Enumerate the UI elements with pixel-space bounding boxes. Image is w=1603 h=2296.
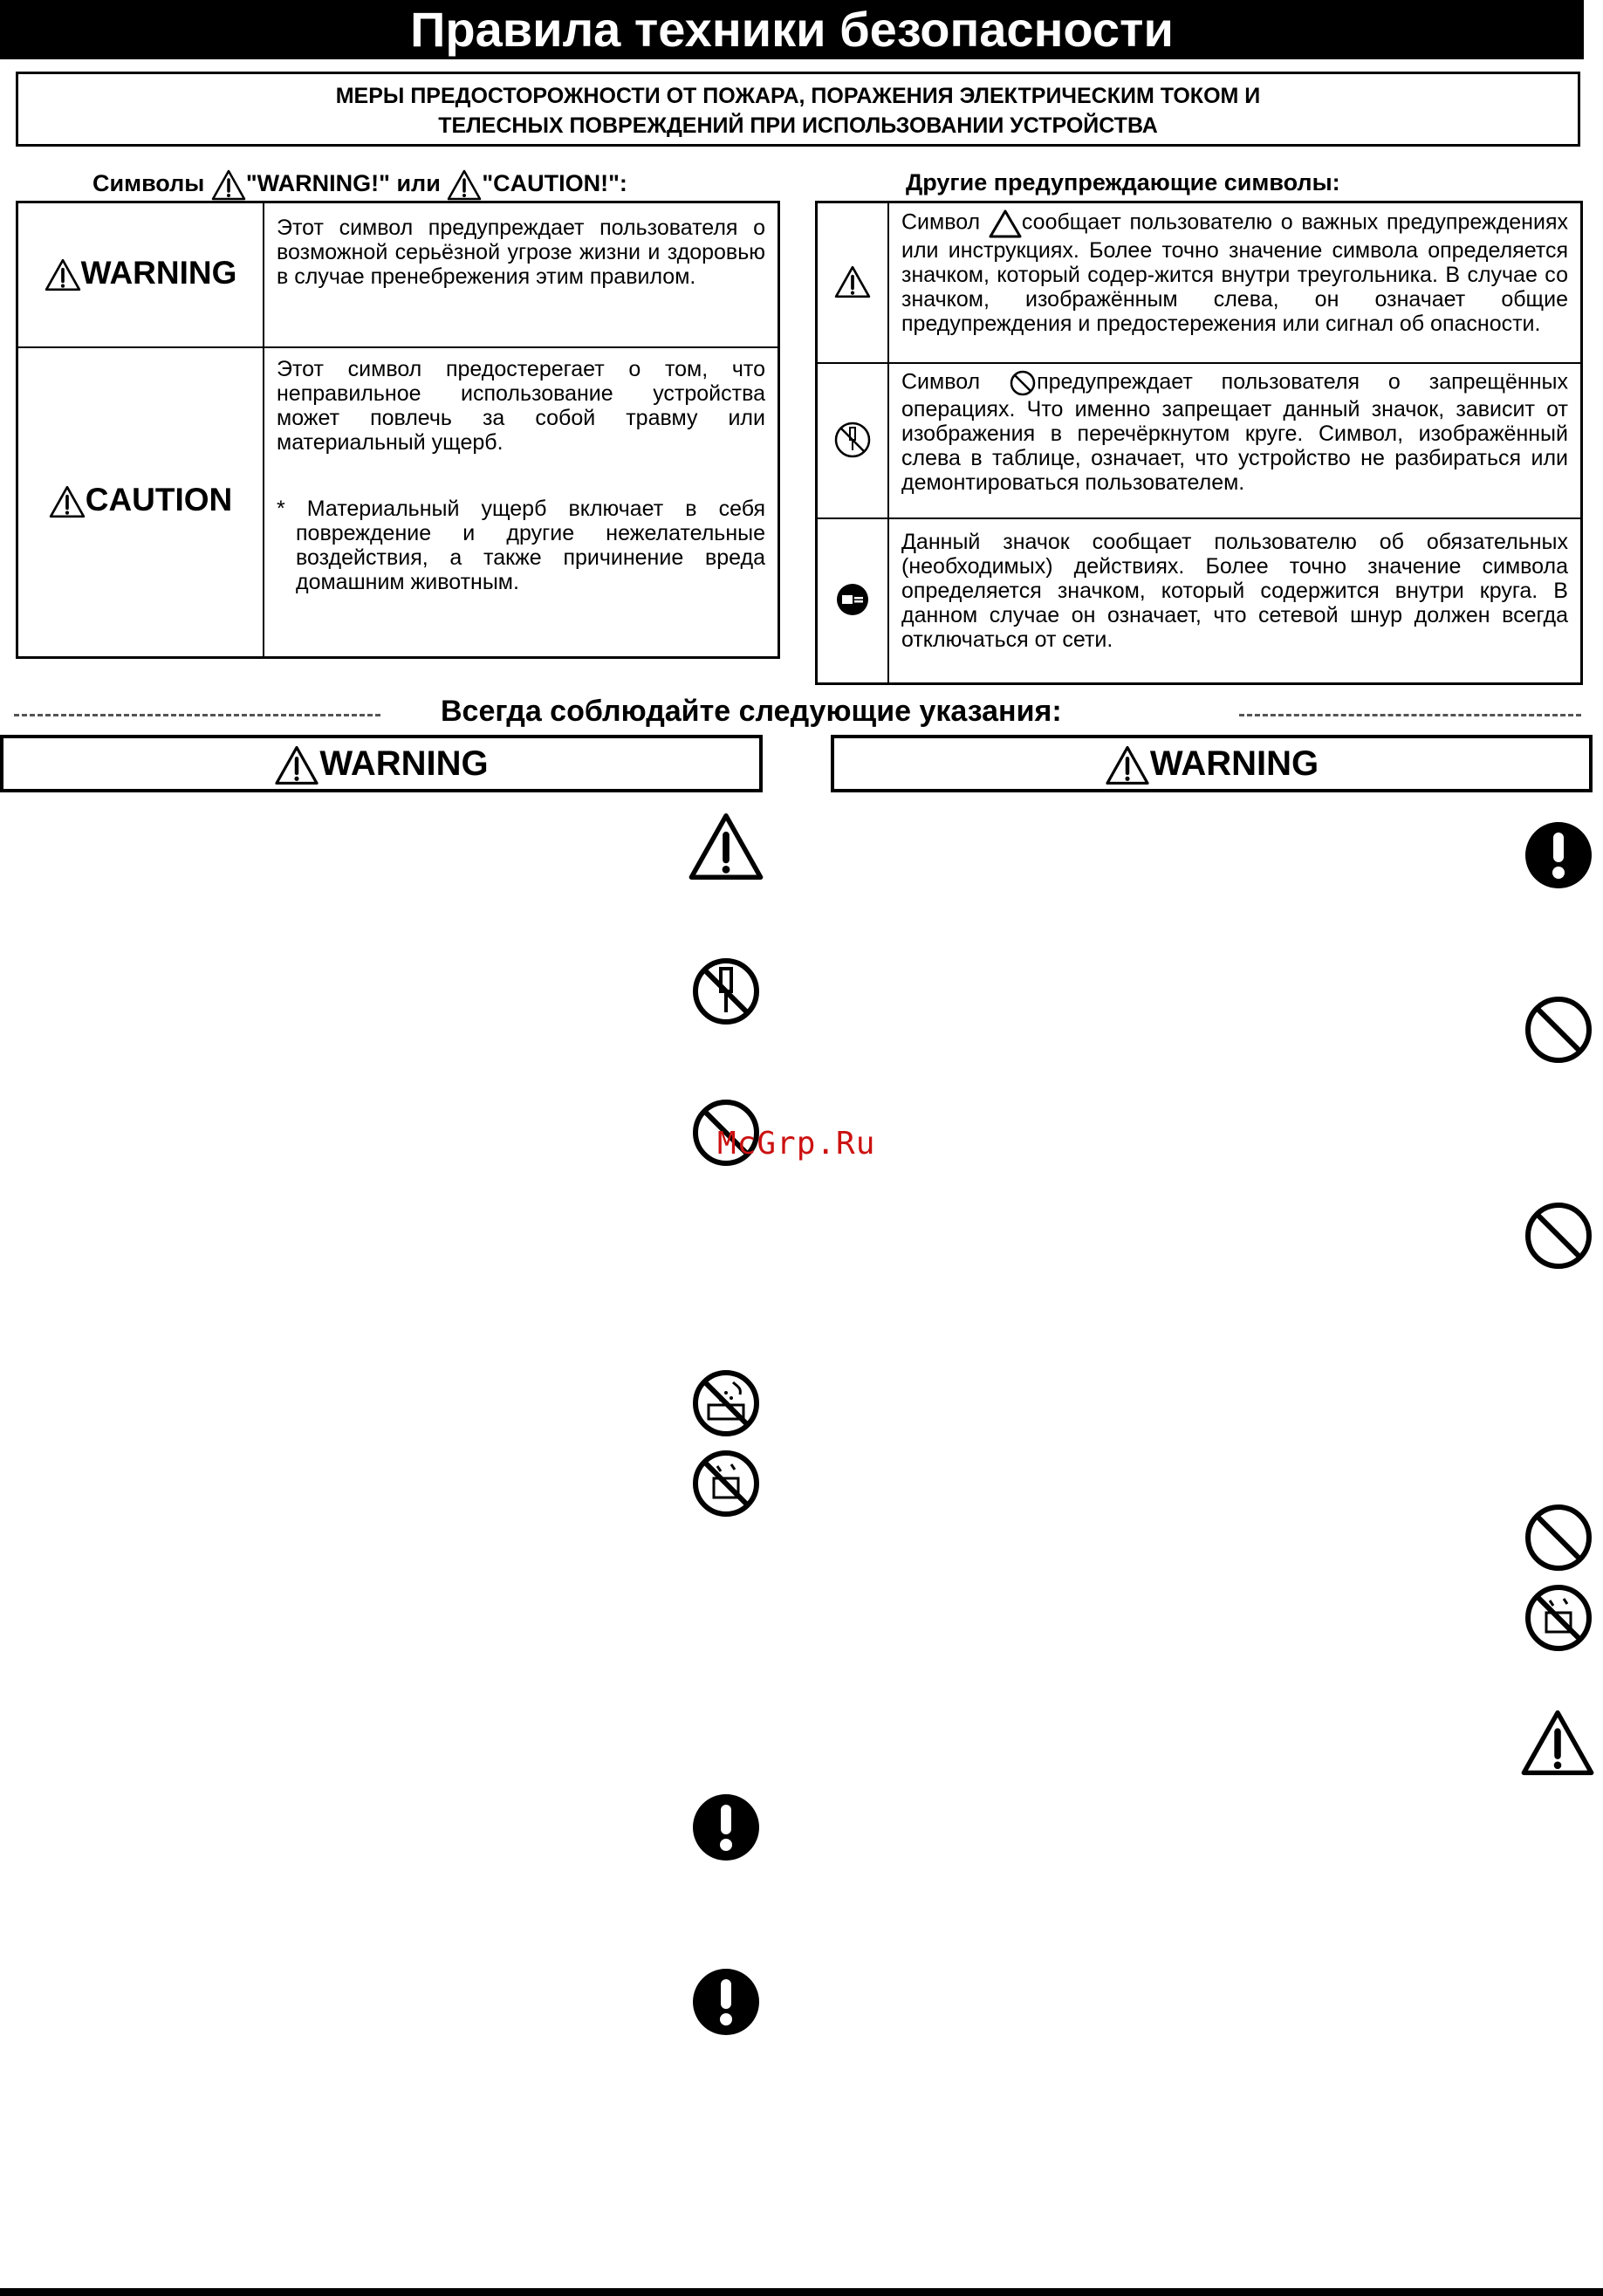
legend-row-caution	[17, 347, 779, 658]
no-liquid-container-icon	[691, 1449, 761, 1518]
divider-left	[14, 714, 380, 716]
always-observe-row	[0, 695, 1603, 730]
always-observe-heading: Всегда соблюдайте следующие указания:	[441, 695, 1062, 728]
symbols-heading-prefix: Символы	[92, 170, 205, 197]
caution-label: CAUTION	[85, 482, 233, 518]
triangle-inline-icon	[989, 209, 1022, 238]
prohibit-inline-icon	[1009, 369, 1037, 397]
triangle-description	[888, 202, 1582, 363]
symbols-heading-warning: "WARNING!" или	[245, 170, 441, 197]
prohibited-icon	[1524, 995, 1593, 1065]
no-water-icon	[691, 1368, 761, 1438]
prohibit-symbol-cell	[817, 363, 889, 518]
prohibited-icon	[1524, 1503, 1593, 1573]
warning-caution-legend	[16, 201, 780, 659]
caution-symbol-cell	[17, 347, 264, 658]
prohibited-icon	[1524, 1201, 1593, 1271]
legend-row-mandatory	[817, 518, 1582, 684]
general-warning-triangle-icon	[834, 264, 871, 299]
no-liquid-container-icon	[1524, 1583, 1593, 1653]
mandatory-description	[888, 518, 1582, 684]
unplug-icon	[835, 582, 870, 617]
warning-triangle-icon	[45, 258, 81, 291]
legend-row-prohibit	[817, 363, 1582, 518]
prohibit-description	[888, 363, 1582, 518]
caution-text: Этот символ предостерегает о том, что неправильное использование устройства может повлечь за собой травму или материальный ущерб.	[277, 356, 765, 455]
warning-triangle-icon	[1105, 745, 1150, 785]
warning-header-right-label: WARNING	[1149, 744, 1319, 783]
subtitle-box	[16, 72, 1580, 147]
subtitle-line-1: МЕРЫ ПРЕДОСТОРОЖНОСТИ ОТ ПОЖАРА, ПОРАЖЕНИЯ ЭЛЕКТРИЧЕСКИМ ТОКОМ И	[335, 84, 1261, 108]
triangle-symbol-cell	[817, 202, 889, 363]
warning-triangle-icon	[211, 169, 246, 201]
warning-description	[264, 202, 779, 347]
triangle-text: сообщает пользователю о важных предупреждениях или инструкциях. Более точно значение символа определяется значком, который содер-жится внутри треугольника. В случае со значком, изображённым слева, он означает общие предупреждения и предостережения или сигнал об опасности.	[901, 209, 1568, 336]
prohibit-prefix: Символ	[901, 369, 981, 394]
warning-text: Этот символ предупреждает пользователя о возможной серьёзной угрозе жизни и здоровью в случае пренебрежения этим правилом.	[277, 216, 765, 289]
caution-note: * Материальный ущерб включает в себя повреждение и другие нежелательные воздействия, а также причинение вреда домашним животным.	[277, 496, 765, 594]
other-symbols-heading: Другие предупреждающие символы:	[906, 169, 1340, 195]
caution-triangle-icon	[447, 169, 482, 201]
mandatory-symbol-cell	[817, 518, 889, 684]
warning-header-left-label: WARNING	[319, 744, 489, 783]
other-symbols-legend	[815, 201, 1583, 685]
subtitle-line-2: ТЕЛЕСНЫХ ПОВРЕЖДЕНИЙ ПРИ ИСПОЛЬЗОВАНИИ УСТРОЙСТВА	[438, 113, 1158, 138]
symbols-heading-caution: "CAUTION!":	[482, 170, 627, 197]
legend-row-triangle	[817, 202, 1582, 363]
mandatory-action-icon	[1524, 820, 1593, 890]
no-disassembly-icon	[833, 421, 872, 459]
mandatory-action-icon	[691, 1967, 761, 2037]
divider-right	[1239, 714, 1581, 716]
warning-label: WARNING	[80, 254, 237, 291]
danger-triangle-icon	[1520, 1709, 1595, 1777]
caution-description	[264, 347, 779, 658]
warning-triangle-icon	[274, 745, 319, 785]
warning-header-right	[831, 735, 1593, 792]
mandatory-action-icon	[691, 1792, 761, 1862]
triangle-prefix: Символ	[901, 209, 981, 235]
caution-triangle-icon	[49, 485, 86, 518]
symbols-heading	[92, 169, 627, 201]
mandatory-text: Данный значок сообщает пользователю об обязательных (необходимых) действиях. Более точно значение символа определяется значком, который содержится внутри круга. В данном случае он означает, что сетевой шнур должен всегда отключаться от сети.	[901, 529, 1568, 652]
danger-triangle-icon	[688, 812, 764, 881]
no-disassembly-icon	[691, 956, 761, 1026]
prohibit-text: предупреждает пользователя о запрещённых операциях. Что именно запрещает данный значок, зависит от изображения в перечёркнутом круге. Символ, изображённый слева в таблице, означает, что устройство не разбираться или демонтироваться пользователем.	[901, 369, 1568, 495]
footer-rule	[0, 2288, 1603, 2296]
warning-header-left	[0, 735, 763, 792]
watermark: McGrp.Ru	[717, 1126, 876, 1162]
page-title: Правила техники безопасности	[0, 0, 1584, 59]
legend-row-warning	[17, 202, 779, 347]
warning-symbol-cell	[17, 202, 264, 347]
